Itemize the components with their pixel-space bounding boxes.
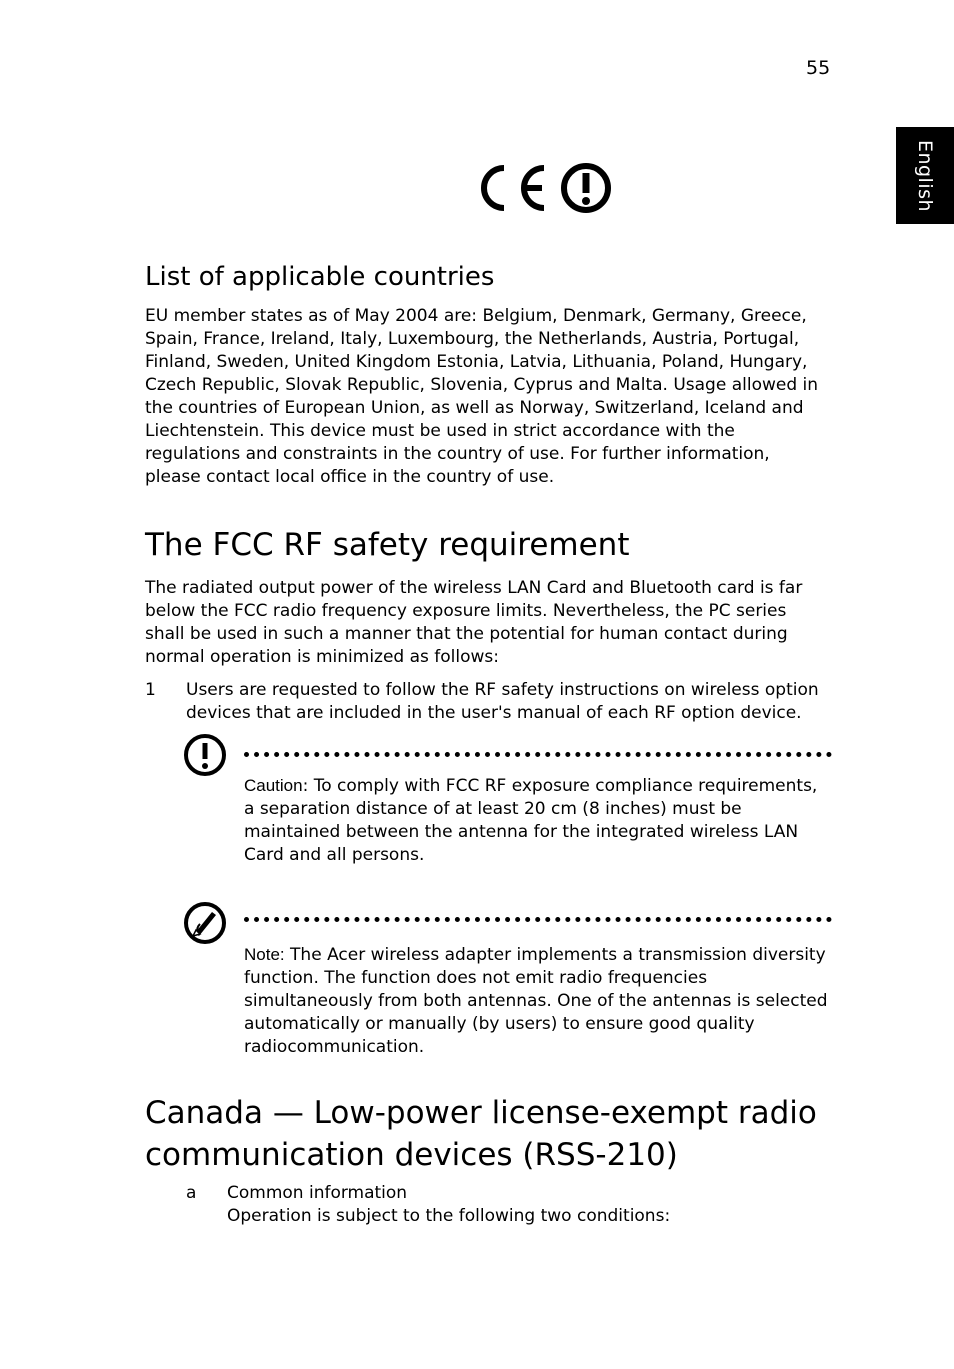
list-item-letter: a [186,1183,197,1203]
heading-fcc-rf-safety: The FCC RF safety requirement [145,527,630,563]
list-item [186,1182,836,1232]
list-item-text: Users are requested to follow the RF safety instructions on wireless option devices that are included in the user's manual of each RF option device. [186,680,819,723]
list-item-text: Operation is subject to the following two conditions: [227,1206,671,1226]
language-tab-label: English [914,139,937,212]
note-text [244,943,829,1059]
note-pen-icon [182,900,228,946]
exclamation-circle-icon [182,732,228,778]
language-tab [896,127,954,224]
note-block [182,900,832,1065]
list-item-title: Common information [227,1183,408,1203]
ce-mark-icon [474,160,614,216]
paragraph-fcc-rf-safety: The radiated output power of the wireless LAN Card and Bluetooth card is far below the FCC radio frequency exposure limits. Nevertheless, the PC series shall be used in such a manner that the potential for human contact during normal operation is minimized as follows: [145,578,803,667]
note-divider [244,917,832,922]
caution-label: Caution [244,776,303,795]
heading-canada-rss210: Canada — Low-power license-exempt radio communication devices (RSS-210) [145,1095,817,1173]
caution-text [244,774,829,867]
heading-applicable-countries: List of applicable countries [145,262,495,292]
paragraph-applicable-countries: EU member states as of May 2004 are: Belgium, Denmark, Germany, Greece, Spain, France, Ireland, Italy, Luxembourg, the Netherlands, Austria, Portugal, Finland, Sweden, United Kingdom Estonia, Latvia, Lithuania, Poland, Hungary, Czech Republic, Slovak Republic, Slovenia, Cyprus and Malta. Usage allowed in the countries of European Union, as well as Norway, Switzerland, Iceland and Liechtenstein. This device must be used in strict accordance with the regulations and constraints in the country of use. For further information, please contact local office in the country of use. [145,306,819,487]
list-item [145,679,836,729]
caution-block [182,732,832,872]
list-item-number: 1 [145,680,156,700]
note-body: The Acer wireless adapter implements a transmission diversity function. The function does not emit radio frequencies simultaneously from both antennas. One of the antennas is selected automatically or manually (by users) to ensure good quality radiocommunication. [244,945,828,1057]
caution-body: : To comply with FCC RF exposure compliance requirements, a separation distance of at least 20 cm (8 inches) must be maintained between the antenna for the integrated wireless LAN Card and all persons. [244,776,818,865]
caution-divider [244,752,832,757]
note-label: Note: [244,945,285,964]
page-number: 55 [806,57,831,79]
